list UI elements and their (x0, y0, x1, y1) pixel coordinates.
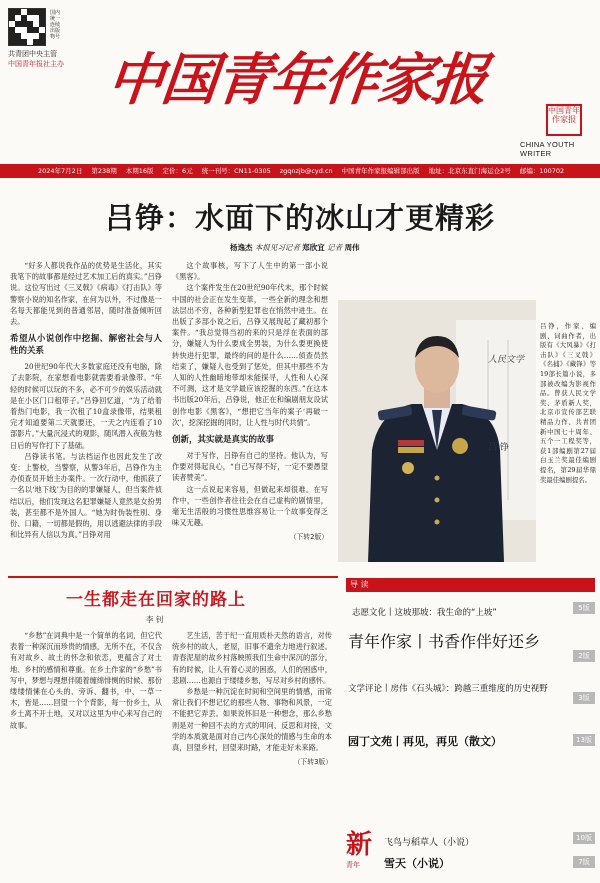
qr-code (8, 8, 46, 46)
guide-item-text: 文学评论丨房伟《石头城》：跨越三重维度的历史视野 (348, 684, 548, 694)
paragraph: 乡愁是一种沉淀在时间和空间里的情感，而常常让我们不想记忆的那些人物、事物和风景，一定不能把它弄丢。如果说怀旧是一种想念，那么乡愁则是对一种回不去的方式的叩问、反思和对接，文学的本质就是面对自己内心深处的情感与生命的本真，回望乡村，回望来时路，才能走好未来路。 (172, 687, 332, 753)
paragraph: 这个故事核，写下了人生中的第一部小说《黑客》。 (172, 261, 328, 282)
article-2-author: 李 钊 (146, 615, 164, 624)
paragraph: 对于写作，吕铮有自己的坚持。他认为，写作要对得起良心，“自己写得不好，一定不要愚望读者赞美”。 (172, 451, 328, 483)
byline-name-1: 杨逸杰 (230, 243, 253, 252)
sponsor-line-2: 中国青年报社主办 (8, 60, 64, 68)
issue-cn: 统一刊号：CN11-0305 (201, 167, 271, 175)
guide-item[interactable] (346, 600, 595, 618)
lead-article-col-1 (10, 260, 162, 572)
byline-role-1: 本报见习记者 (254, 243, 300, 252)
new-youth-badge (346, 830, 380, 876)
magazine-sign: 人民文学 (488, 355, 525, 365)
paragraph: 20世纪90年代大多数家庭还没有电脑，除了去影院，在家想看电影就需要看录像带。“年轻的时候可以玩的不多，必不可少的娱乐活动就是在小区门口租带子。”吕铮回忆道，“为了给着着热门电影，我一次租了10盒录像带，结果租完才知道要第二天就要还，一天之内连看了10部影片。”大量沉浸式的观影，随风潜入夜般为他日后的写作打下了基础。 (10, 362, 162, 450)
guide-item-text: 青年作家丨书香作伴好还乡 (348, 632, 541, 651)
seal-stamp: 中国青年作家报 (546, 104, 582, 136)
guide-item[interactable] (346, 718, 595, 768)
guide-item[interactable] (384, 830, 595, 846)
byline-name-3: 周伟 (344, 243, 360, 252)
lead-article-col-2 (172, 260, 328, 572)
continued-note: （下转2版） (289, 533, 328, 542)
sponsor-line-1: 共青团中央主管 (8, 50, 57, 58)
issue-date: 2024年7月2日 (38, 167, 83, 175)
paragraph: 这个案件发生在20世纪90年代末，那个时候中国的社会正在发生变革，一些全新的理念和想法层出不穷，各种新型犯罪也在悄然中进生。在出版了多部小说之后，吕铮又展现起了藏初那个案件。“我总觉得当初的来的只是浮在表面的部分，嫌疑人为什么要成全男装，为什么要更换使转快进行犯罪，最终的问的是什么……侦查员然结束了，嫌疑人也受到了惩处，但其中那些不为人知的人性幽暗地带却未能探寻，人性和人心深不可测，这才是文学最应该挖掘的东西。”在这本书出版20年后，吕铮说，他正在和编剧朋友设试创作电影《黑客》，“想把它当年的案子‘再破一次’，挖深挖掘的同时，让人性与时代共情”。 (172, 283, 328, 427)
qr-caption: 国内统一连续出版物号 (50, 10, 61, 40)
lead-headline: 吕铮：水面下的冰山才更精彩 (104, 201, 495, 235)
guide-item-text: 飞鸟与稻草人（小说） (384, 838, 475, 848)
paragraph: “好多人都说我作品的优势是生活化，其实我笔下的故事都是经过艺术加工后的真实。”吕铮说。这位写出过《三叉戟》《病毒》《打击队》等警察小说的知名作家，在何为以外，不过像是一名每天都能见到的普通邻居，随时准备倾听回去。 (10, 261, 162, 327)
page-badge: 13版 (573, 734, 595, 746)
guide-item[interactable] (346, 628, 595, 664)
guide-item[interactable] (346, 676, 595, 706)
guide-item-text: 雪天（小说） (384, 857, 450, 870)
issue-pages: 本期16版 (125, 167, 154, 175)
issue-postcode: 邮编：100702 (519, 167, 565, 175)
page-badge: 2版 (573, 650, 595, 662)
issue-number: 第238期 (91, 167, 117, 175)
new-badge-sub: 青年 (346, 861, 360, 869)
police-officer-portrait (338, 300, 536, 562)
byline-role-2: 记者 (327, 243, 343, 252)
author-bio: 吕铮，作家、编剧、词曲作者，出版有《大风暴》《打击队》《三叉戟》《名捕》《藏锋》等19部长篇小说，多部被改编为影视作品。曾获人民文学奖、茅盾新人奖，北京市宣传部艺联精品力作、共青团新中国七十周年、五个一工程奖等，获1部编剧第27届白玉兰奖最佳编剧提名，第29届华鼎奖最佳编剧提名。 (540, 322, 596, 484)
paragraph: “乡愁”在词典中是一个简单的名词，但它代表着一种深沉而珍贵的情感，无所不在，不仅含有对故乡、故土的怀念和依恋，更蕴含了对土地、乡村的感情和尊重。在乡土作家的“乡愁”书写中，梦想与理想伴随着缠绵悱恻的时候、那份缕缕情愫在心头的、旁诉、翻书，中、一草一木，皆是……回望一个个背影，每一份乡土，从乡土离不开土地，又对以这里为中心来写自己的故事。 (10, 631, 162, 730)
new-badge-glyph: 新 (346, 830, 373, 860)
issue-info-bar (0, 164, 600, 178)
subheading: 创新，其实就是真实的故事 (172, 435, 275, 446)
issue-email: zgqnzjb@cyd.cn (279, 167, 333, 175)
section-divider (8, 576, 338, 578)
page-badge: 10版 (573, 832, 595, 844)
article-2-col-1 (10, 630, 162, 875)
article-2-col-2 (172, 630, 332, 875)
name-plaque: 吕 铮 (488, 443, 509, 453)
byline (230, 242, 360, 253)
paragraph: 吕铮读书笔。与法档运作也因此发生了改变：上警校，当警察，从警3年后，吕铮作为主办侦查员开始主办案件。一次行动中，他抓获了一名以‘地下线’为目的的罪嫌疑人，但当案件侦结以后，他们发现这名犯罪嫌疑人竟然是女扮男装，甚至都不是外国人。“她为时伪装性别、身份、口籍，一切都是假的，用以逃避法律的手段和比异有人信以为真。”吕铮对用 (10, 451, 162, 540)
issue-price: 定价：6元 (162, 167, 193, 175)
page-badge: 7版 (573, 856, 595, 868)
issue-publisher: 中国青年作家报编辑部出版 (341, 167, 420, 175)
guide-item-text: 园丁文苑丨再见，再见（散文） (348, 735, 502, 748)
guide-item[interactable] (384, 852, 595, 870)
newspaper-masthead: 中国青年作家报 (104, 47, 490, 113)
article-2-title: 一生都走在回家的路上 (66, 590, 246, 610)
guide-header: 导 读 (346, 578, 595, 592)
subheading: 希望从小说创作中挖掘、解密社会与人性的关系 (10, 334, 162, 357)
paragraph: 这一点说起来容易，但做起来却很难。在写作中，一些创作者往往会在自己虚构的剧情里，毫无生活般的习惯性思维容易让一个故事变得乏味又无趣。 (172, 484, 328, 528)
author-photo (338, 300, 536, 562)
paragraph: 艺生活，苦于纪一直用质朴天然的语言，对传统乡村的故人，老屋，旧事不遗余力地进行叙述。青春泥屋的故乡村落映照我们生命中深沉的部分，有的时候，让人有着心灵的困惑，人们的困惑中，悲剧……也源自于缕缕乡愁，写尽对乡村的感怀。 (172, 631, 332, 685)
english-title: CHINA YOUTH WRITER (520, 140, 575, 158)
page-badge: 3版 (573, 692, 595, 704)
page-badge: 5版 (573, 602, 595, 614)
continued-note: （下转3版） (293, 758, 332, 767)
guide-item-text: 志愿文化丨这坡那坡：我生命的“上坡” (352, 608, 497, 618)
byline-name-2: 郑欣宜 (302, 243, 325, 252)
issue-address: 地址：北京东直门海运仓2号 (428, 167, 511, 175)
